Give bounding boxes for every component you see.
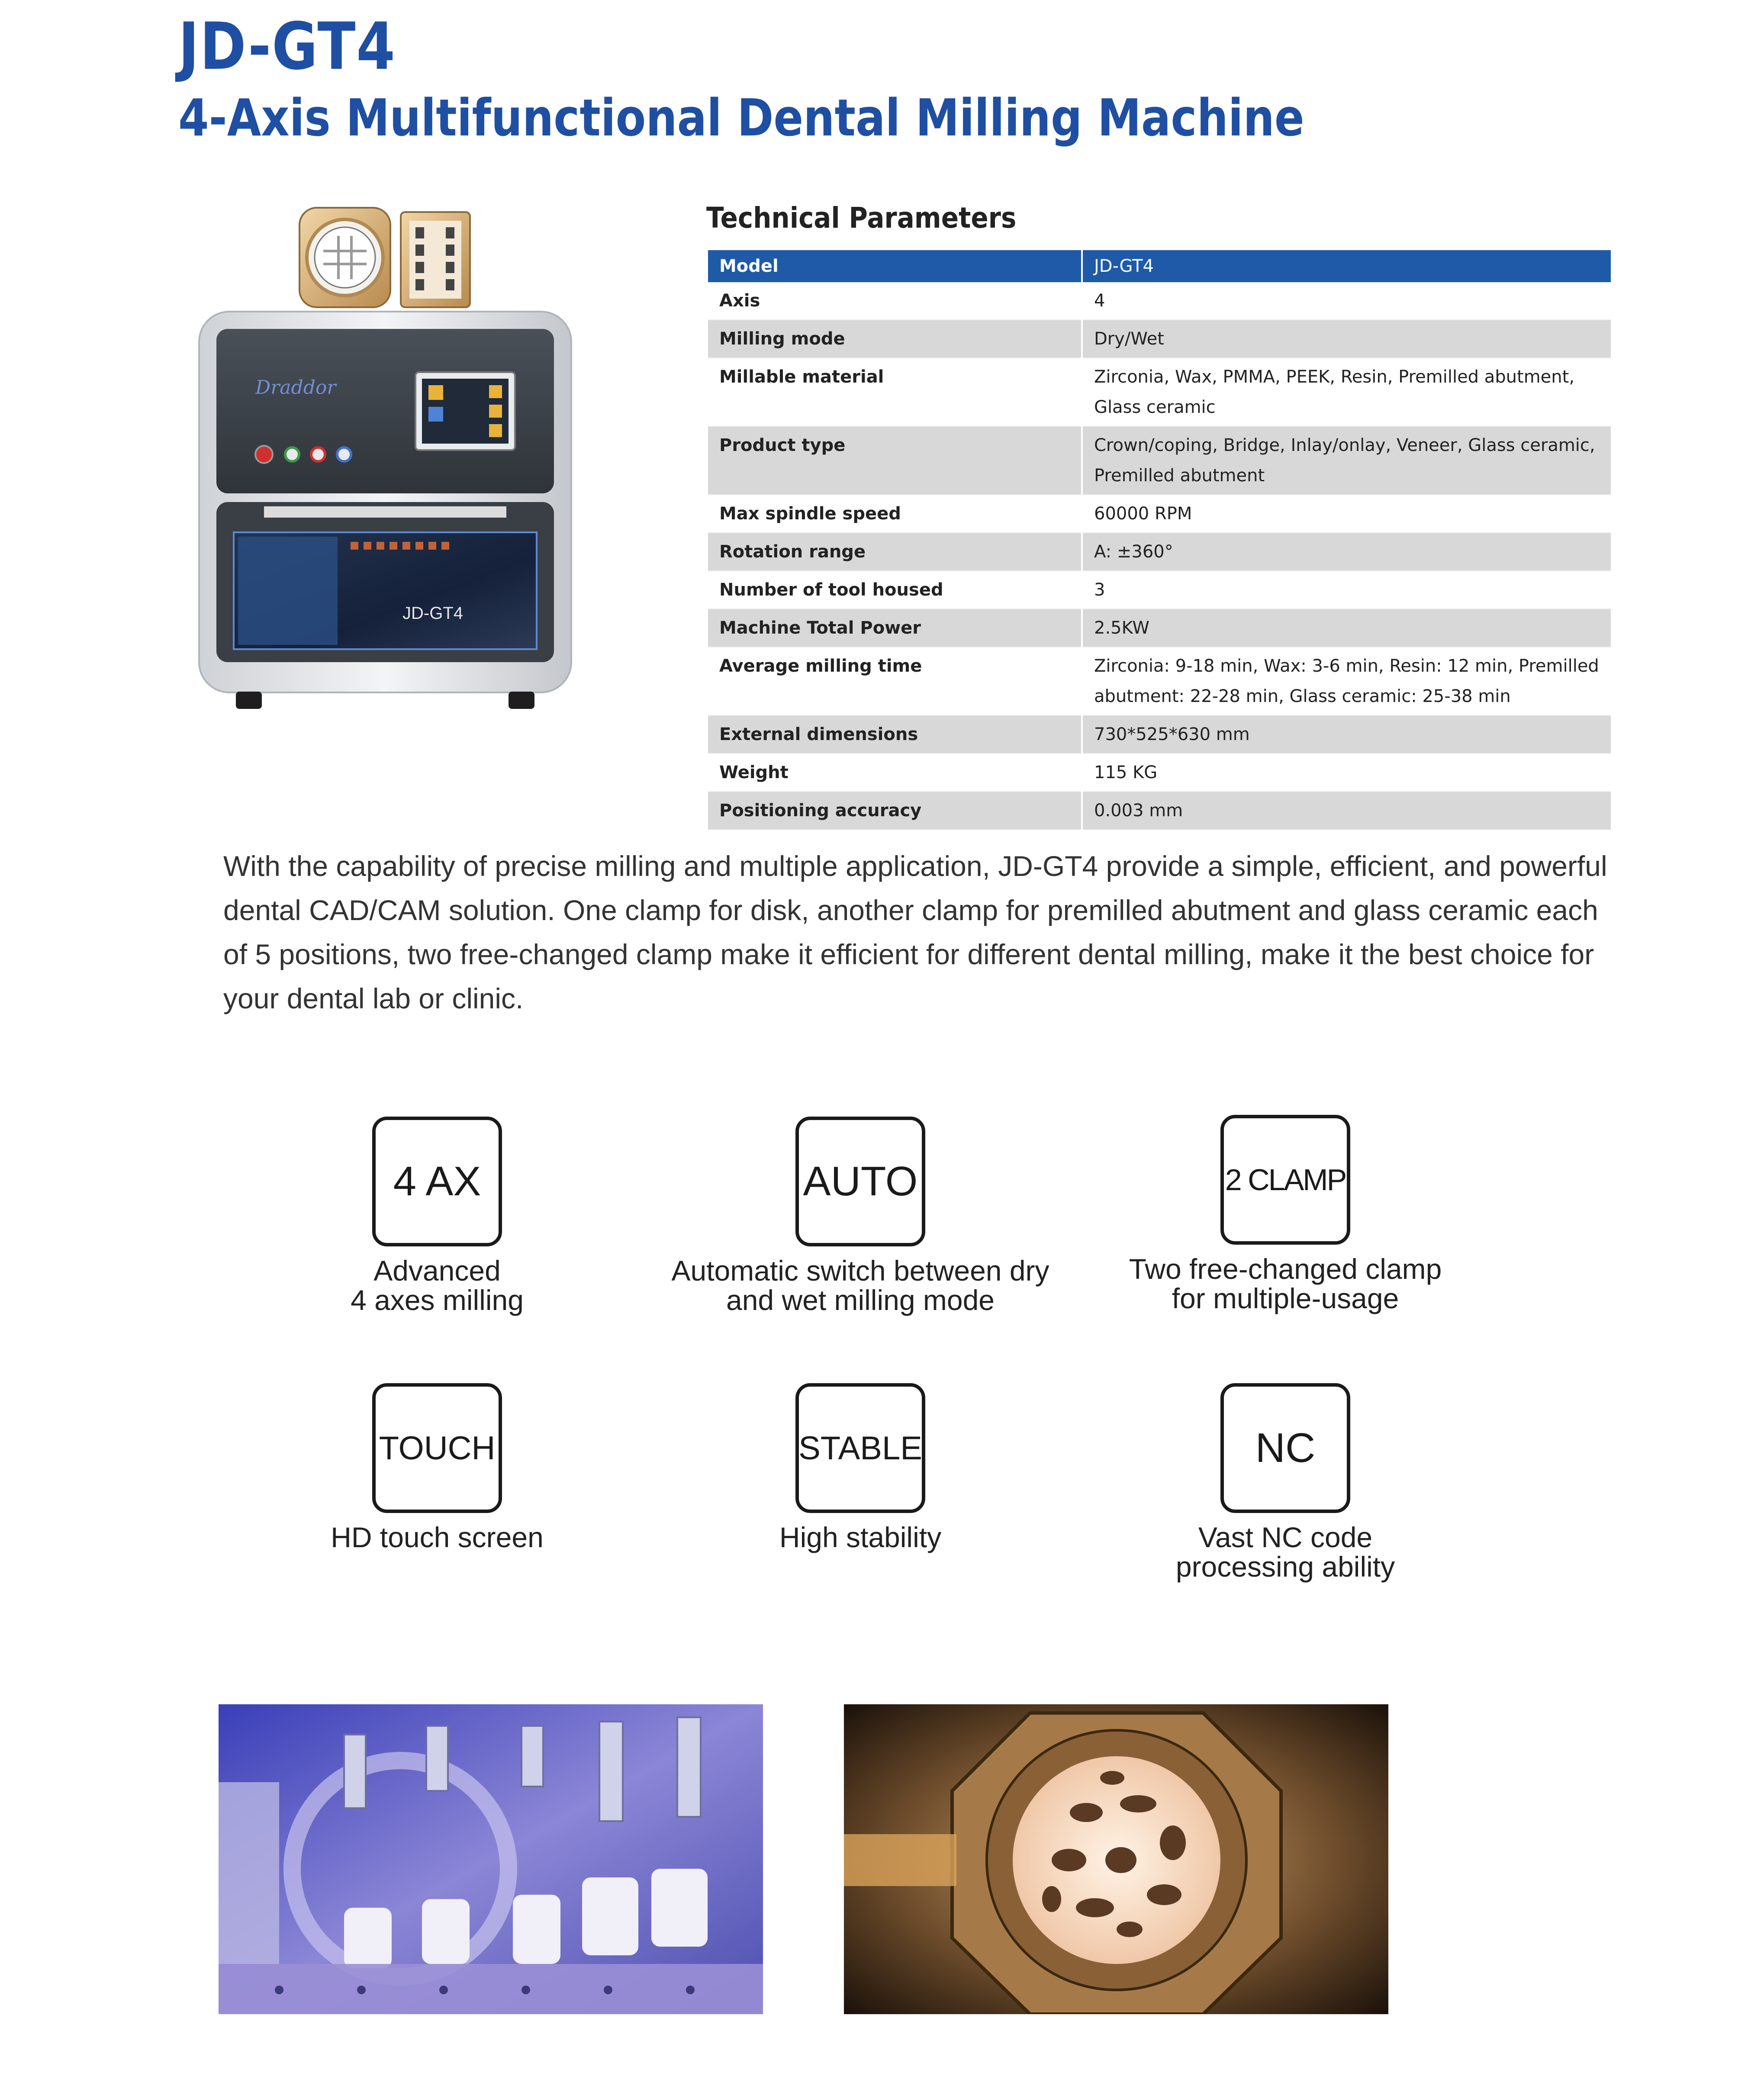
table-row [708,495,1611,533]
machine-front-label: JD-GT4 [402,604,463,623]
product-model-title: JD-GT4 [178,9,396,84]
param-key: Rotation range [708,533,1082,571]
feature-caption-line2: and wet milling mode [726,1284,995,1316]
parameters-table [708,250,1611,830]
feature-caption-line1: Advanced [373,1255,501,1287]
param-key: Axis [708,282,1082,320]
table-row [708,609,1611,647]
feature-caption-line2: 4 axes milling [351,1284,524,1316]
param-value: 2.5KW [1082,609,1611,647]
four-axis-icon: 4 AX [372,1117,502,1246]
product-description: With the capability of precise milling and multiple application, JD-GT4 provide a simple, efficient, and powerful dental CAD/CAM solution. One clamp for disk, another clamp for premilled abutment and glass ceramic each of 5 positions, two free-changed clamp make it efficient for different dental milling, make it the best choice for your dental lab or clinic. [223,850,1607,1014]
feature-caption-line2: for multiple-usage [1172,1282,1399,1314]
table-row [708,320,1611,358]
feature-stable [644,1383,1077,1552]
param-key: Machine Total Power [708,609,1082,647]
param-key: Milling mode [708,320,1082,358]
table-row [708,571,1611,609]
param-value: 730*525*630 mm [1082,715,1611,753]
param-value: 115 KG [1082,753,1611,792]
header-key: Model [708,250,1082,282]
table-row [708,792,1611,830]
feature-caption-line1: HD touch screen [331,1521,544,1553]
param-key: Number of tool housed [708,571,1082,609]
feature-nc [1069,1383,1502,1581]
table-row [708,426,1611,495]
param-value: Dry/Wet [1082,320,1611,358]
param-value: A: ±360° [1082,533,1611,571]
param-value: 0.003 mm [1082,792,1611,830]
feature-caption-line1: Two free-changed clamp [1129,1253,1442,1285]
clamp-icon: 2 CLAMP [1220,1115,1350,1245]
param-value: Zirconia, Wax, PMMA, PEEK, Resin, Premilled abutment, Glass ceramic [1082,358,1611,426]
nc-icon: NC [1220,1383,1350,1513]
auto-icon: AUTO [795,1117,925,1246]
product-subtitle: 4-Axis Multifunctional Dental Milling Machine [178,88,1304,148]
table-row [708,753,1611,792]
milling-machine-illustration [186,203,584,740]
param-key: Max spindle speed [708,495,1082,533]
param-key: Average milling time [708,647,1082,715]
param-key: Product type [708,426,1082,495]
disk-clamp-accessory [299,208,390,307]
table-row [708,647,1611,715]
abutment-clamp-accessory [401,212,470,307]
header-value: JD-GT4 [1082,250,1611,282]
param-key: Positioning accuracy [708,792,1082,830]
parameters-title: Technical Parameters [706,201,1017,235]
param-key: External dimensions [708,715,1082,753]
feature-touch [221,1383,653,1552]
table-header-row [708,250,1611,282]
feature-clamp [1069,1115,1502,1313]
feature-caption-line2: processing ability [1175,1551,1395,1583]
table-row [708,533,1611,571]
zirconia-disk-photo [844,1704,1388,2014]
touch-icon: TOUCH [372,1383,502,1513]
param-key: Millable material [708,358,1082,426]
param-key: Weight [708,753,1082,792]
feature-caption-line1: Automatic switch between dry [671,1255,1049,1287]
table-row [708,282,1611,320]
param-value: 60000 RPM [1082,495,1611,533]
brand-logo: Draddor [255,377,336,399]
param-value: Zirconia: 9-18 min, Wax: 3-6 min, Resin: 12 min, Premilled abutment: 22-28 min, Glass ceramic: 25-38 min [1082,647,1611,715]
tool-changer-photo [219,1704,763,2014]
product-image [186,203,584,740]
feature-auto [644,1117,1077,1315]
stable-icon: STABLE [795,1383,925,1513]
feature-caption-line1: Vast NC code [1198,1521,1373,1553]
table-row [708,715,1611,753]
param-value: 3 [1082,571,1611,609]
param-value: Crown/coping, Bridge, Inlay/onlay, Veneer, Glass ceramic, Premilled abutment [1082,426,1611,495]
feature-caption-line1: High stability [779,1521,942,1553]
feature-4-axis [221,1117,653,1315]
table-row [708,358,1611,426]
param-value: 4 [1082,282,1611,320]
